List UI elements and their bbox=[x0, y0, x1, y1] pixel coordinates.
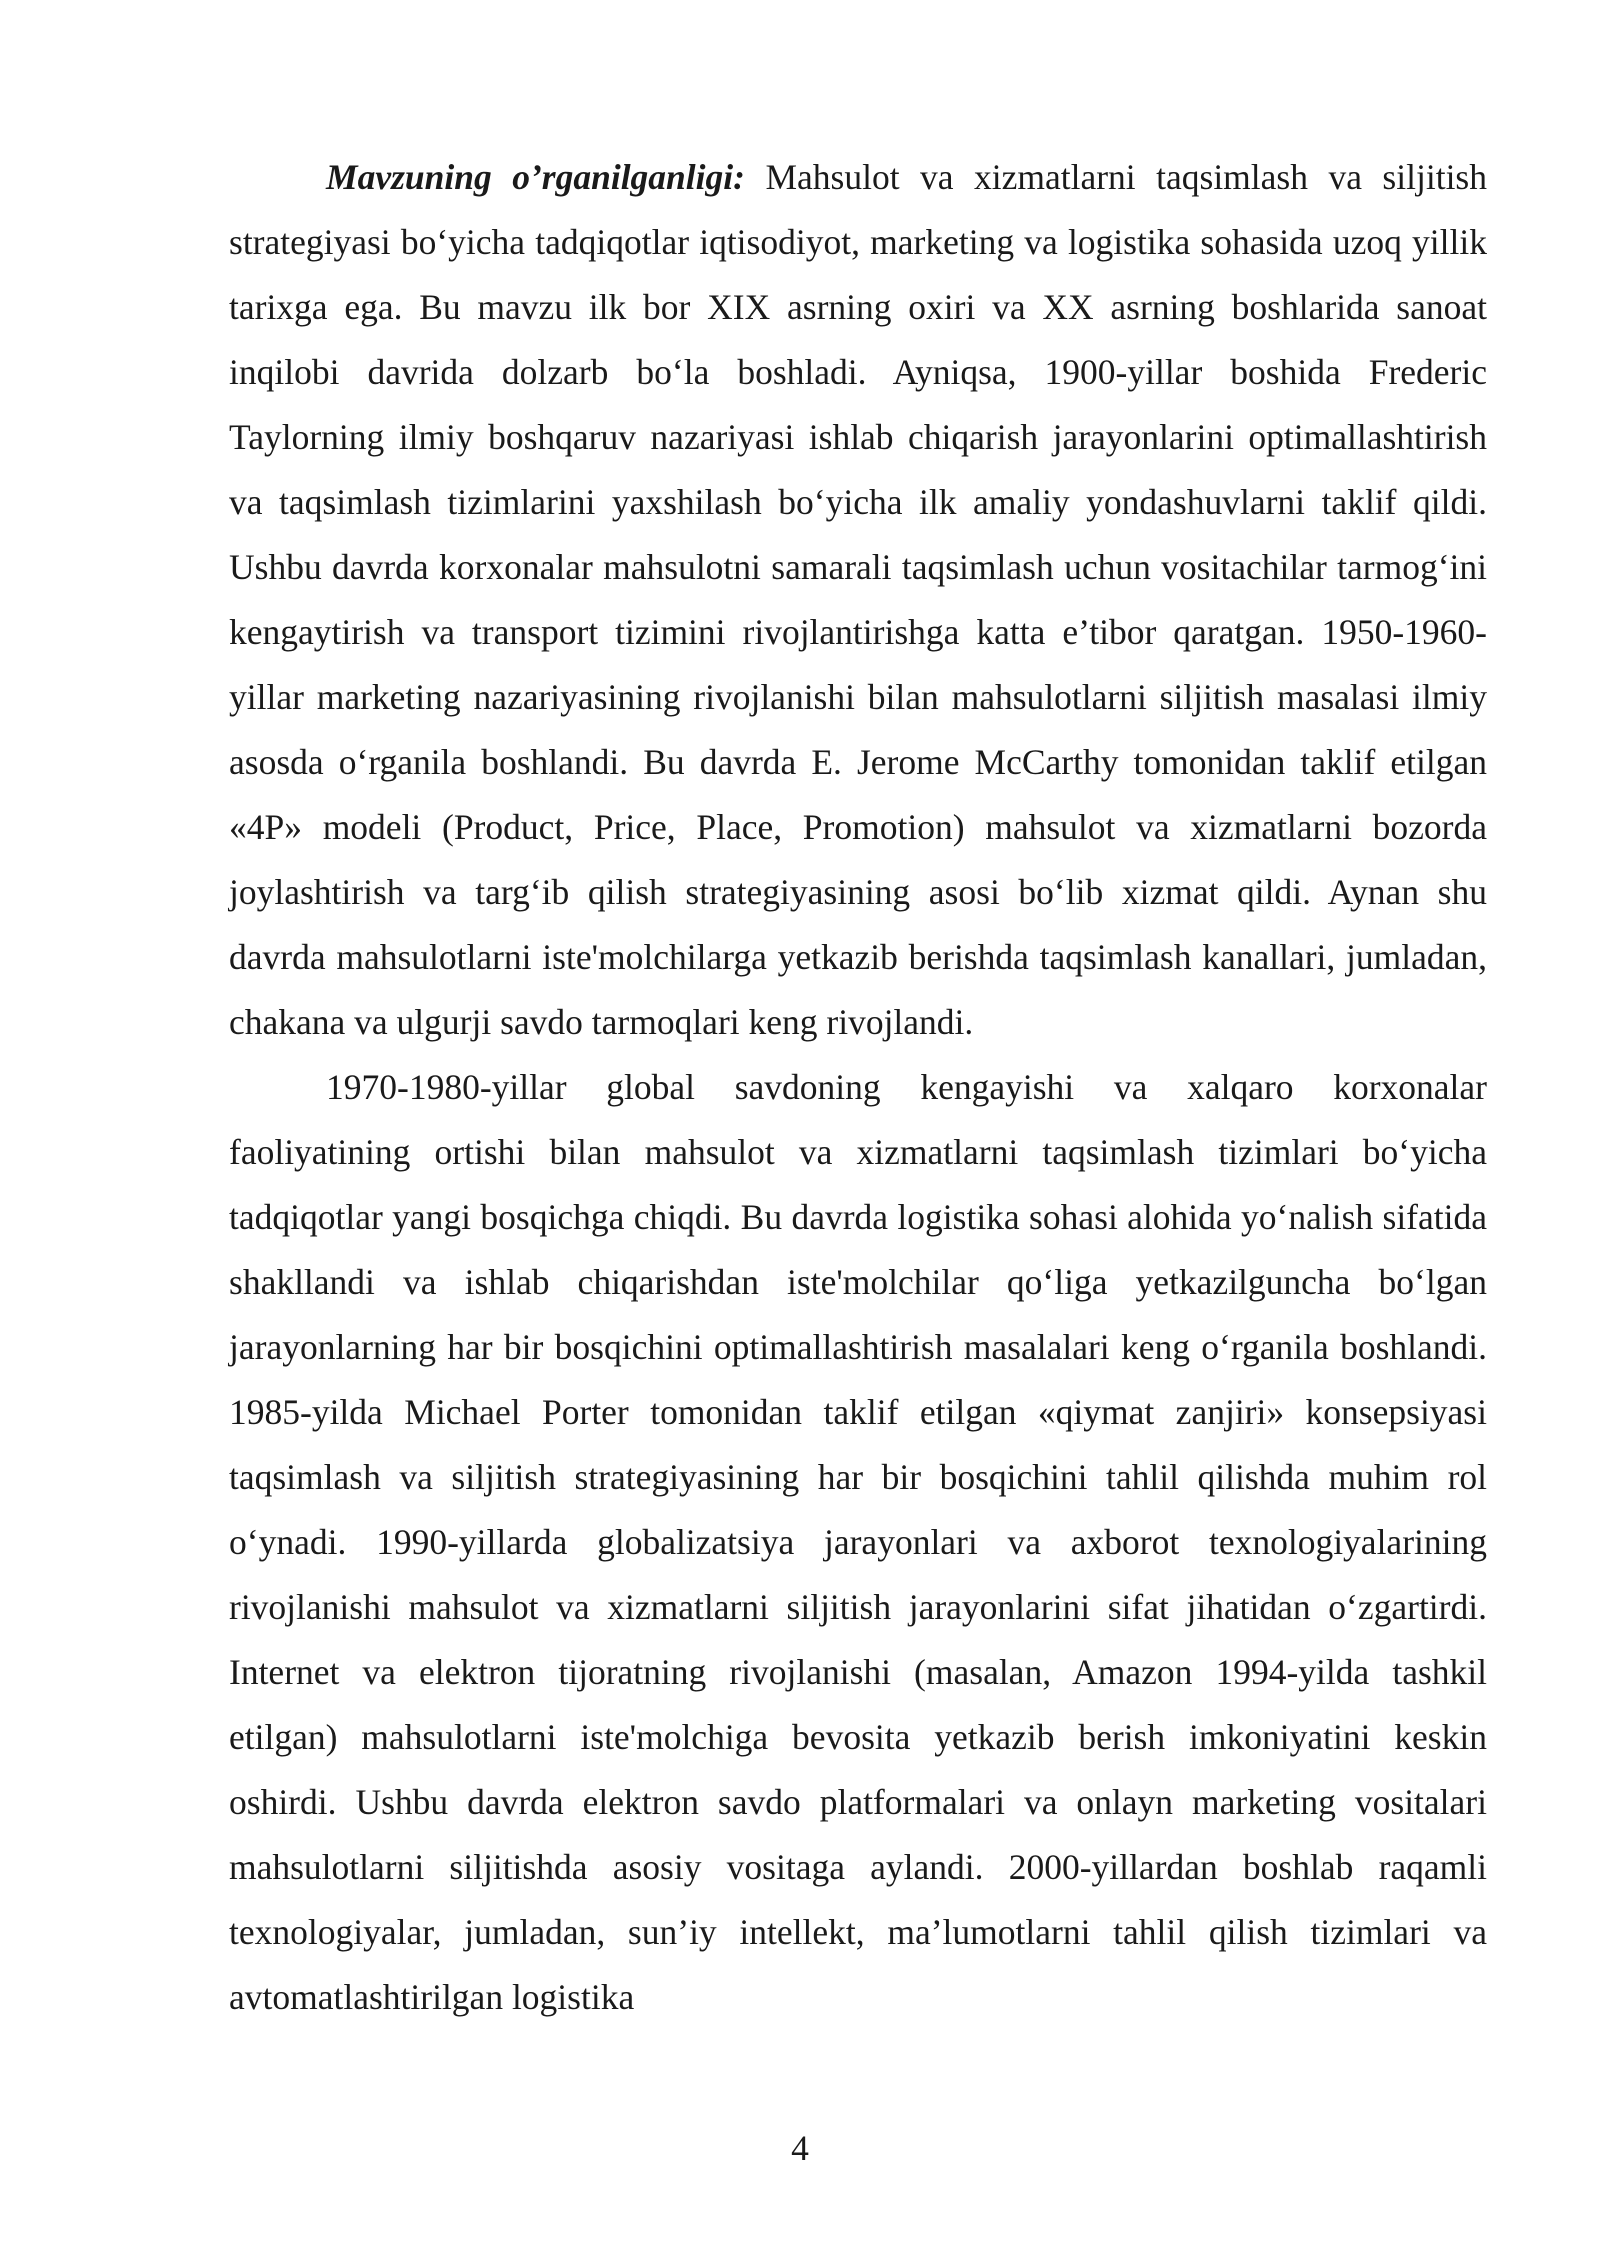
body-text bbox=[229, 145, 1487, 2030]
page-number: 4 bbox=[791, 2128, 809, 2168]
paragraph-text: Mahsulot va xizmatlarni taqsimlash va siljitish strategiyasi bo‘yicha tadqiqotlar iqtisodiyot, marketing va logistika sohasida uzoq yillik tarixga ega. Bu mavzu ilk bor XIX asrning oxiri va XX asrning boshlarida sanoat inqilobi davrida dolzarb bo‘la boshladi. Ayniqsa, 1900-yillar boshida Frederic Taylorning ilmiy boshqaruv nazariyasi ishlab chiqarish jarayonlarini optimallashtirish va taqsimlash tizimlarini yaxshilash bo‘yicha ilk amaliy yondashuvlarni taklif qildi. Ushbu davrda korxonalar mahsulotni samarali taqsimlash uchun vositachilar tarmog‘ini kengaytirish va transport tizimini rivojlantirishga katta e’tibor qaratgan. 1950-1960-yillar marketing nazariyasining rivojlanishi bilan mahsulotlarni siljitish masalasi ilmiy asosda o‘rganila boshlandi. Bu davrda E. Jerome McCarthy tomonidan taklif etilgan «4P» modeli (Product, Price, Place, Promotion) mahsulot va xizmatlarni bozorda joylashtirish va targ‘ib qilish strategiyasining asosi bo‘lib xizmat qildi. Aynan shu davrda mahsulotlarni iste'molchilarga yetkazib berishda taqsimlash kanallari, jumladan, chakana va ulgurji savdo tarmoqlari keng rivojlandi. bbox=[229, 157, 1487, 1042]
paragraph-text: 1970-1980-yillar global savdoning kengayishi va xalqaro korxonalar faoliyatining ortishi bilan mahsulot va xizmatlarni taqsimlash tizimlari bo‘yicha tadqiqotlar yangi bosqichga chiqdi. Bu davrda logistika sohasi alohida yo‘nalish sifatida shakllandi va ishlab chiqarishdan iste'molchilar qo‘liga yetkazilguncha bo‘lgan jarayonlarning har bir bosqichini optimallashtirish masalalari keng o‘rganila boshlandi. 1985-yilda Michael Porter tomonidan taklif etilgan «qiymat zanjiri» konsepsiyasi taqsimlash va siljitish strategiyasining har bir bosqichini tahlil qilishda muhim rol o‘ynadi. 1990-yillarda globalizatsiya jarayonlari va axborot texnologiyalarining rivojlanishi mahsulot va xizmatlarni siljitish jarayonlarini sifat jihatidan o‘zgartirdi. Internet va elektron tijoratning rivojlanishi (masalan, Amazon 1994-yilda tashkil etilgan) mahsulotlarni iste'molchiga bevosita yetkazib berish imkoniyatini keskin oshirdi. Ushbu davrda elektron savdo platformalari va onlayn marketing vositalari mahsulotlarni siljitishda asosiy vositaga aylandi. 2000-yillardan boshlab raqamli texnologiyalar, jumladan, sun’iy intellekt, ma’lumotlarni tahlil qilish tizimlari va avtomatlashtirilgan logistika bbox=[229, 1067, 1487, 2017]
paragraph-study-history bbox=[229, 145, 1487, 1055]
paragraph-global-trade bbox=[229, 1055, 1487, 2030]
section-lead-heading: Mavzuning o’rganilganligi: bbox=[326, 157, 745, 197]
